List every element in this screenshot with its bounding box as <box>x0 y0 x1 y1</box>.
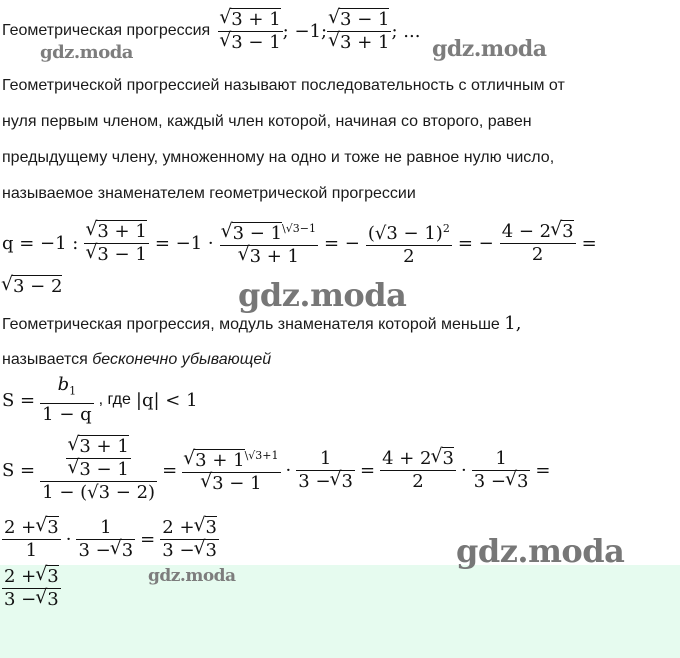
definition-line-2: нуля первым членом, каждый член которой, начиная со второго, равен <box>2 113 532 130</box>
title-text: Геометрическая прогрессия <box>2 22 211 39</box>
q-frac-2: √ $3 - 1^{\backslash√3-1}$ √ 3 + 1 <box>220 218 318 268</box>
q-eq-3: = − <box>457 232 494 254</box>
title-term-1-den: 3 − 1 <box>231 31 281 53</box>
q-eq-4: = <box>581 232 597 254</box>
q-frac-3: $\frac{(√3 - 1)^2}{2}$ <box>367 222 450 267</box>
title-term-3 <box>327 9 391 54</box>
q-lhs: q = −1 : <box>2 232 79 254</box>
s-complex-frac: √ 3 + 1 √ 3 − 1 1 − (√3 − 2) <box>40 436 157 504</box>
q-eq-1: = −1 · <box>154 232 214 254</box>
title-term-2: ; −1; <box>282 20 328 42</box>
s-calc: S = √ 3 + 1 √ 3 − 1 1 − (√3 − 2) = √ $3 + 1^{\backslash√3+1}$ √ 3 − 1 · $\frac{1}{3 -√ 3}$ = $\frac{4 + 2√ 3}{2}$ · $\frac{1}{3 -√ 3}$ = <box>2 428 551 512</box>
infinite-line-2: называется бесконечно убывающей <box>2 351 272 368</box>
s-formula: S = $\frac{b_1}{1 - q}$ , где |q| < 1 <box>2 374 198 425</box>
answer-fraction: $\frac{2 +√ 3}{3 -√ 3}$ <box>2 566 61 611</box>
watermark-3: gdz.moda <box>238 276 407 314</box>
watermark-4: gdz.moda <box>456 532 625 570</box>
title-term-3-num: 3 − 1 <box>340 8 390 30</box>
s-calc-2: $\frac{2 +√ 3}{1}$ · $\frac{1}{3 -√ 3}$ = $\frac{2 +√ 3}{3 -√ 3}$ <box>2 512 219 566</box>
q-formula <box>2 214 597 272</box>
q-frac-4: $\frac{4 - 2√ 3}{2}$ <box>500 221 576 266</box>
definition-line-3: предыдущему члену, умноженному на одно и тоже не равное нулю число, <box>2 149 555 166</box>
q-formula-continued: √ 3 − 2 <box>2 276 62 297</box>
watermark-5: gdz.moda <box>148 566 236 586</box>
infinite-line-1: Геометрическая прогрессия, модуль знаменателя которой меньше 1, <box>2 313 522 334</box>
watermark-1: gdz.moda <box>40 42 133 63</box>
q-frac-1: √ 3 + 1 √ 3 − 1 <box>84 221 148 266</box>
definition-line-4: называемое знаменателем геометрической прогрессии <box>2 185 416 202</box>
title-term-1 <box>218 9 282 54</box>
watermark-2: gdz.moda <box>432 36 547 62</box>
answer-highlight <box>0 565 680 658</box>
definition-line-1: Геометрической прогрессией называют последовательность с отличным от <box>2 77 565 94</box>
title-term-3-den: 3 + 1 <box>340 31 390 53</box>
title-term-1-num: 3 + 1 <box>231 8 281 30</box>
title-tail: ; ... <box>391 20 421 42</box>
q-eq-2: = − <box>323 232 360 254</box>
